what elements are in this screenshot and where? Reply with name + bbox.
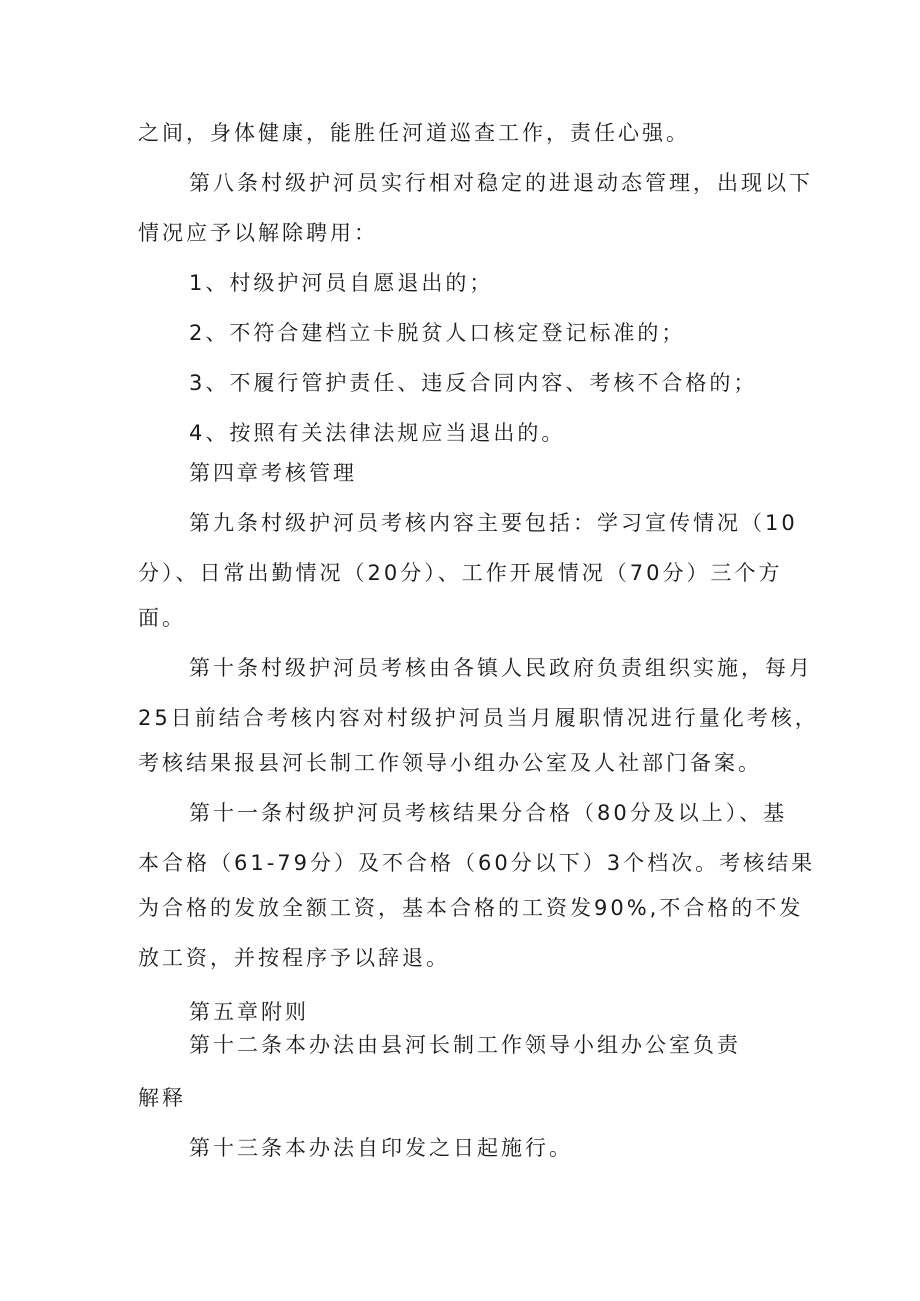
text-line: 为合格的发放全额工资，基本合格的工资发90%,不合格的不发 xyxy=(138,896,804,920)
article-10-line: 第十条村级护河员考核由各镇人民政府负责组织实施，每月 xyxy=(189,656,813,680)
list-item: 3、不履行管护责任、违反合同内容、考核不合格的； xyxy=(189,371,758,395)
text-line: 本合格（61-79分）及不合格（60分以下）3个档次。考核结果 xyxy=(138,851,816,875)
text-line: 之间，身体健康，能胜任河道巡查工作，责任心强。 xyxy=(138,121,690,145)
text-line: 考核结果报县河长制工作领导小组办公室及人社部门备案。 xyxy=(138,751,762,775)
chapter-5-heading: 第五章附则 xyxy=(189,1000,309,1024)
text-line: 解释 xyxy=(138,1086,186,1110)
list-item: 4、按照有关法律法规应当退出的。 xyxy=(189,421,566,445)
article-12-line: 第十二条本办法由县河长制工作领导小组办公室负责 xyxy=(189,1033,741,1057)
article-9-line: 第九条村级护河员考核内容主要包括：学习宣传情况（10 xyxy=(189,511,798,535)
text-line: 情况应予以解除聘用： xyxy=(138,221,378,245)
article-8-heading-line: 第八条村级护河员实行相对稳定的进退动态管理，出现以下 xyxy=(189,171,813,195)
chapter-4-heading: 第四章考核管理 xyxy=(189,461,357,485)
text-line: 面。 xyxy=(138,606,186,630)
list-item: 2、不符合建档立卡脱贫人口核定登记标准的； xyxy=(189,321,686,345)
article-11-line: 第十一条村级护河员考核结果分合格（80分及以上）、基 xyxy=(189,801,788,825)
text-line: 分）、日常出勤情况（20分）、工作开展情况（70分）三个方 xyxy=(138,561,783,585)
article-13-line: 第十三条本办法自印发之日起施行。 xyxy=(189,1136,573,1160)
text-line: 放工资，并按程序予以辞退。 xyxy=(138,946,450,970)
list-item: 1、村级护河员自愿退出的； xyxy=(189,271,494,295)
text-line: 25日前结合考核内容对村级护河员当月履职情况进行量化考核， xyxy=(138,706,819,730)
